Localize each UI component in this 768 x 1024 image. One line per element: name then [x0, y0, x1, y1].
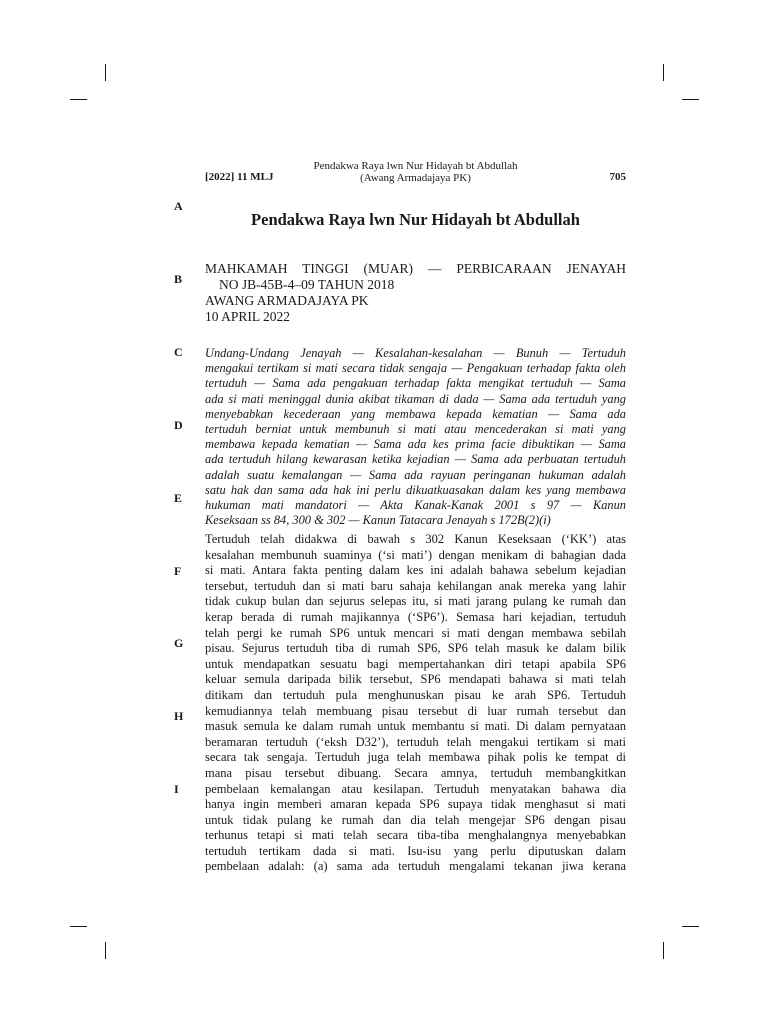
- catchwords-line: tertuduh berniat untuk membunuh si mati atau mencederakan si mati yang: [205, 422, 626, 437]
- crop-mark-bottom-right: [663, 942, 664, 959]
- catchwords-line: menyebabkan kecederaan yang membawa kepada kematian — Sama ada: [205, 406, 626, 421]
- body-line: tersebut, tertuduh dan si mati baru sahaja kehilangan anak mereka yang lahir: [205, 578, 626, 593]
- body-line: kemudiannya telah membuang pisau tersebut di luar rumah tersebut dan: [205, 703, 626, 718]
- catchwords-line: hukuman mati mandatori — Akta Kanak-Kanak 2001 s 97 — Kanun: [205, 498, 626, 513]
- body-line: untuk mendapatkan sesuatu bagi mempertahankan diri tetapi apabila SP6: [205, 656, 626, 671]
- judge-name: AWANG ARMADAJAYA PK: [205, 293, 369, 308]
- crop-mark-bottom-right: [682, 926, 699, 927]
- court-details: [205, 261, 626, 325]
- body-line: hanya ingin memberi amaran kepada SP6 supaya tidak menghasut si mati: [205, 797, 626, 812]
- case-number: NO JB-45B-4–09 TAHUN 2018: [219, 277, 395, 292]
- crop-mark-top-left: [105, 64, 106, 81]
- catchwords-line: ada si mati meninggal dunia akibat tikaman di dada — Sama ada tertuduh yang: [205, 391, 626, 406]
- crop-mark-top-right: [682, 99, 699, 100]
- catchwords-line: tertuduh — Sama ada pengakuan terhadap fakta mengikat tertuduh — Sama: [205, 376, 626, 391]
- crop-mark-top-right: [663, 64, 664, 81]
- catchwords: [205, 346, 626, 528]
- catchwords-line: adalah suatu kemalangan — Sama ada rayuan peringanan hukuman adalah: [205, 467, 626, 482]
- margin-letter: B: [174, 272, 183, 286]
- citation: [2022] 11 MLJ: [205, 171, 274, 183]
- body-line: kesalahan membunuh suaminya (‘si mati’) dengan menikam di bahagian dada: [205, 547, 626, 562]
- catchwords-line: Keseksaan ss 84, 300 & 302 — Kanun Tatacara Jenayah s 172B(2)(i): [205, 513, 551, 528]
- body-line: keluar semula daripada bilik tersebut, SP6 mendapati bahawa si mati telah: [205, 672, 626, 687]
- headnote-body: [205, 532, 626, 875]
- body-line: pisau. Sejurus tertuduh tiba di rumah SP6, SP6 telah masuk ke dalam bilik: [205, 641, 626, 656]
- margin-letter: G: [174, 636, 184, 650]
- catchwords-line: ada tertuduh hilang kewarasan ketika kejadian — Sama ada perbuatan tertuduh: [205, 452, 626, 467]
- catchwords-line: membawa kepada kematian — Sama ada kes prima facie dibuktikan — Sama: [205, 437, 626, 452]
- body-line: kerap berada di rumah majikannya (‘SP6’). Semasa hari kejadian, tertuduh: [205, 609, 626, 624]
- body-line: masuk semula ke dalam rumah untuk membantu si mati. Di dalam pernyataan: [205, 719, 626, 734]
- body-line: si mati. Antara fakta penting dalam kes ini adalah bahawa sebelum kejadian: [205, 563, 626, 578]
- margin-letter: H: [174, 709, 184, 723]
- running-title: [205, 160, 626, 184]
- body-line: beramaran tertuduh (‘eksh D32’), tertuduh telah mengakui tertikam si mati: [205, 734, 626, 749]
- margin-letter: D: [174, 418, 183, 432]
- body-line: pembelaan adalah: (a) sama ada tertuduh mengalami tekanan jiwa kerana: [205, 859, 626, 874]
- body-line: tidak cukup bulan dan sejurus selepas itu, si mati jarang pulang ke rumah dan: [205, 594, 626, 609]
- running-head: [205, 160, 626, 184]
- margin-letter: E: [174, 491, 183, 505]
- catchwords-line: Undang-Undang Jenayah — Kesalahan-kesalahan — Bunuh — Tertuduh: [205, 346, 626, 360]
- body-line: untuk tidak pulang ke rumah dan dia telah mengejar SP6 dengan pisau: [205, 812, 626, 827]
- margin-letter: C: [174, 345, 183, 359]
- catchwords-line: satu hak dan sama ada hak ini perlu dikuatkuasakan dalam kes yang membawa: [205, 482, 626, 497]
- body-line: ditikam dan tertuduh pula menghunuskan pisau ke arah SP6. Tertuduh: [205, 687, 626, 702]
- case-title: Pendakwa Raya lwn Nur Hidayah bt Abdullah: [251, 210, 580, 229]
- court-name: MAHKAMAH TINGGI (MUAR) — PERBICARAAN JENAYAH: [205, 261, 626, 276]
- body-line: telah pergi ke rumah SP6 untuk mencari si mati dengan membawa sebilah: [205, 625, 626, 640]
- body-line: tertuduh tertikam dada si mati. Isu-isu yang perlu diputuskan dalam: [205, 843, 626, 858]
- running-title-line: Pendakwa Raya lwn Nur Hidayah bt Abdullah: [313, 160, 518, 172]
- body-line: secara tak sengaja. Tertuduh juga telah membawa pihak polis ke tempat di: [205, 750, 626, 765]
- crop-mark-top-left: [70, 99, 87, 100]
- body-line: mana pisau tersebut dibuang. Secara amnya, tertuduh membangkitkan: [205, 765, 626, 780]
- page-number: 705: [609, 171, 626, 183]
- catchwords-line: mengakui tertikam si mati secara tidak sengaja — Pengakuan terhadap fakta oleh: [205, 361, 626, 376]
- decision-date: 10 APRIL 2022: [205, 309, 291, 324]
- running-title-line: (Awang Armadajaya PK): [360, 172, 471, 184]
- body-line: Tertuduh telah didakwa di bawah s 302 Kanun Keseksaan (‘KK’) atas: [205, 532, 626, 546]
- crop-mark-bottom-left: [105, 942, 106, 959]
- margin-letter: I: [174, 782, 179, 796]
- body-line: pembelaan kemalangan atau kesilapan. Tertuduh menyatakan bahawa dia: [205, 781, 626, 796]
- margin-letter: A: [174, 199, 183, 213]
- body-line: terhunus tetapi si mati telah secara tiba-tiba menghalangnya menyebabkan: [205, 828, 626, 843]
- crop-mark-bottom-left: [70, 926, 87, 927]
- margin-letter: F: [174, 564, 182, 578]
